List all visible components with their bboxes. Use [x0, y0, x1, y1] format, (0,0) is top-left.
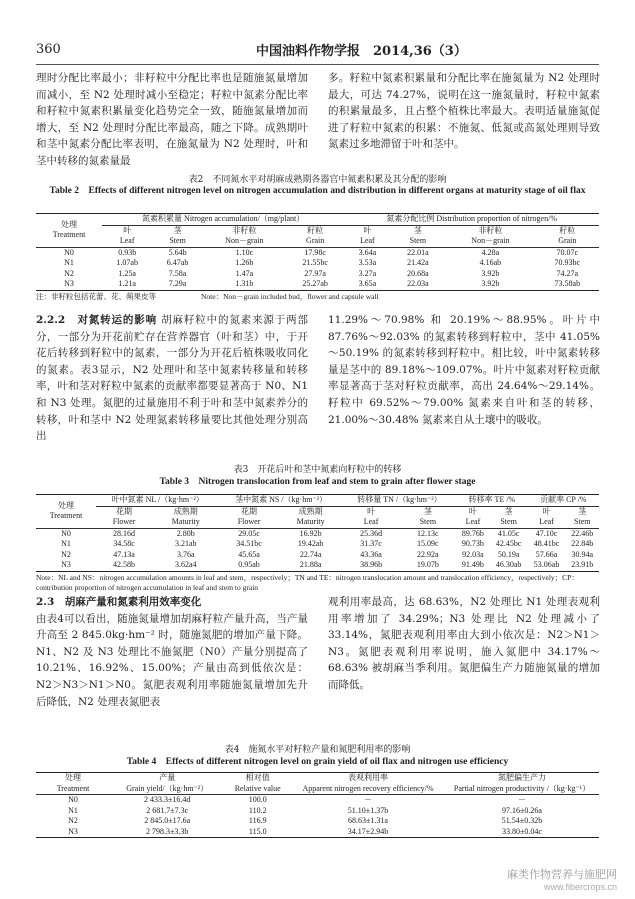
table3-cell: 21.88a: [299, 560, 322, 569]
table4-cell: 34.17±2.94b: [347, 826, 389, 836]
table2-sub: 叶: [363, 225, 372, 235]
table2-cell: 1.25a: [118, 268, 136, 278]
table2-sub-en: Grain: [558, 236, 577, 245]
table2-cell: 70.93bc: [554, 258, 581, 267]
table3-sub-en: Leaf: [539, 517, 554, 526]
table4-cell: －: [364, 795, 372, 804]
table2-cell: 70.07c: [556, 247, 579, 257]
table3-group-head: 转移量 TN /（kg·hm⁻²）: [343, 495, 457, 507]
table4-head: 表观利用率: [348, 773, 388, 782]
table3-group-head: 茎中氮素 NS /（kg·hm⁻²）: [219, 495, 342, 507]
table4-head-en: Relative value: [234, 783, 281, 793]
table2-row-label: N2: [64, 268, 74, 278]
table3-row-label: N2: [61, 549, 71, 559]
table4: [36, 772, 599, 838]
table4-head: 氮肥偏生产力: [498, 773, 546, 782]
table4-cell: 51.10±1.37b: [347, 805, 389, 815]
paragraph-text: 由表4可以看出，随施氮量增加胡麻籽粒产量升高，当产量升高至 2 845.0kg·hm⁻² 时，随施氮肥的增加产量下降。N1、N2 及 N3 处理比不施氮肥（N0）产量分别提高了 10.21%、16.92%、15.00%；产量由高到低依次是：N2＞N3＞N1＞N0。氮肥表观利用率随施氮量增加先升后降低，N2 处理表氮肥表: [36, 612, 308, 708]
table2-cell: 1.10c: [235, 247, 254, 257]
table2-dist-head: 氮素分配比例 Distribution proportion of nitrogen/%: [344, 214, 599, 226]
table3-sub-en: Leaf: [465, 517, 481, 526]
table2-sub-en: Stem: [409, 236, 427, 245]
table2-cell: 22.03a: [407, 279, 429, 288]
table2-cell: 7.29a: [168, 279, 187, 288]
table2-sub-en: Non－grain: [471, 236, 510, 245]
table2-cell: 22.01a: [407, 247, 429, 257]
table2-row-label: N3: [64, 279, 74, 288]
table2-cell: 1.21a: [118, 279, 136, 288]
table3-row: [36, 560, 599, 571]
table4-row-label: N3: [68, 826, 78, 836]
section-heading-2-3: 2.3 胡麻产量和氮素利用效率变化: [36, 596, 202, 608]
table4-cell: －: [518, 795, 526, 804]
table4-title-en: Table 4 Effects of different nitrogen level on grain yield of oil flax and nitrogen use efficiency: [126, 757, 509, 767]
table2-cell: 73.58ab: [554, 279, 581, 288]
table3-row: [36, 550, 599, 561]
paragraph-col1-2: [36, 312, 308, 445]
table2-row: [36, 247, 599, 258]
table3-cell: 90.73b: [461, 539, 484, 548]
table4-row: [36, 795, 599, 806]
table3-sub: 叶: [468, 506, 477, 516]
table3-title-cn: 表3 开花后叶和茎中氮素向籽粒中的转移: [233, 465, 402, 475]
table2-cell: 17.98c: [304, 247, 326, 257]
table3-cell: 2.80b: [176, 528, 195, 538]
page-number: 360: [36, 42, 61, 57]
journal-title: 中国油料作物学报 2014,36（3）: [256, 44, 467, 59]
table3-row: [36, 539, 599, 550]
table2-cell: 21.55bc: [302, 258, 328, 267]
table2-cell: 21.42a: [407, 258, 429, 267]
table3-sub: 叶: [367, 506, 376, 516]
table3-cell: 25.36d: [360, 528, 383, 538]
table4-cell: 2 681.7±7.3c: [146, 805, 189, 815]
table4-head-en: Partial nitrogen productivity /（kg·kg⁻¹）: [453, 783, 591, 793]
table2-cell: 4.28a: [481, 247, 500, 257]
table3-cell: 22.46b: [571, 528, 594, 538]
watermark-url: www.fibercrops.cn: [543, 882, 617, 892]
table3-cell: 15.09c: [417, 539, 439, 548]
table3-title-en: Table 3 Nitrogen translocation from leaf and stem to grain after flower stage: [159, 477, 476, 487]
table3-cell: 19.42ab: [297, 539, 324, 548]
table2-row: [36, 279, 599, 290]
table2-row: [36, 269, 599, 280]
table3-cell: 42.45bc: [495, 539, 522, 548]
table2-cell: 1.31b: [235, 279, 254, 288]
paragraph-col1-3: [36, 594, 308, 710]
table3-cell: 41.05c: [497, 528, 520, 538]
table2-sub: 籽粒: [307, 225, 324, 235]
paragraph-col2-1: 多。籽粒中氮素积累量和分配比率在施氮量为 N2 处理时最大，可达 74.27%，说明在这一施氮量时，籽粒中氮素的积累量最多，且占整个植株比率最大。表明适量施氮促进了籽粒中氮素的积累：不施氮、低氮或高氮处理则导致氮素过多地滞留于叶和茎中。: [328, 72, 600, 151]
table2-cell: 5.64b: [168, 247, 187, 257]
table2-sub-en: Leaf: [360, 236, 375, 245]
table4-cell: 2 798.3±3.3b: [146, 826, 189, 836]
table3-sub: 叶: [542, 506, 551, 516]
table3-row-label: N1: [61, 539, 71, 548]
table4-row: [36, 806, 599, 817]
table2-treatment-head: 处理 Treatment: [52, 219, 86, 240]
table2-cell: 6.47ab: [166, 258, 189, 267]
table2-cell: 20.68a: [407, 268, 429, 278]
table2-sub: 茎: [413, 225, 422, 235]
table4-row: [36, 827, 599, 838]
table2-row-label: N0: [64, 247, 74, 257]
table2-cell: 3.65a: [358, 279, 377, 288]
table3-sub-en: Stem: [574, 517, 591, 526]
table4-row-label: N1: [68, 805, 78, 815]
table4-row-label: N2: [68, 816, 78, 825]
table2-cell: 3.64a: [358, 247, 377, 257]
table3-cell: 53.06ab: [533, 560, 560, 569]
table3-cell: 34.51bc: [236, 539, 262, 548]
table4-cell: 2 433.3±16.4d: [144, 795, 191, 804]
table4-cell: 33.80±0.04c: [502, 826, 542, 836]
table2-row: [36, 258, 599, 269]
table2-cell: 1.07ab: [116, 258, 138, 267]
section-heading-2-2-2: 2.2.2 对氮转运的影响: [36, 314, 157, 326]
table3-cell: 12.13c: [417, 528, 439, 538]
table3-sub: 茎: [578, 506, 587, 516]
table2-sub: 茎: [173, 225, 182, 235]
table2-acc-head: 氮素积累量 Nitrogen accumulation/（mg/plant）: [102, 214, 344, 226]
paragraph-col2-3: 观利用率最高，达 68.63%，N2 处理比 N1 处理表观利用率增加了 34.29%；N3 处理比 N2 处理减小了 33.14%，氮肥表观利用率由大到小依次是：N2＞N1＞N3。氮肥表观利用率说明，施入氮肥中 34.17%～68.63% 被胡麻当季利用。氮肥偏生产力随施氮量的增加而降低。: [328, 596, 600, 691]
table3-cell: 19.07b: [416, 560, 439, 569]
table3-treatment-head: 处理 Treatment: [49, 500, 83, 521]
table3-row: [36, 528, 599, 539]
table2-cell: 1.26b: [235, 258, 254, 267]
table3-cell: 22.84b: [571, 539, 594, 548]
table3-cell: 50.19a: [497, 549, 520, 559]
table3-cell: 22.92a: [417, 549, 439, 559]
table2-sub: 非籽粒: [478, 225, 503, 235]
table4-head: 处理: [65, 773, 81, 782]
table2-cell: 0.93b: [118, 247, 137, 257]
table4-cell: 51.54±0.32b: [501, 816, 543, 825]
table3-sub-en: Flower: [112, 517, 136, 526]
table4-cell: 115.0: [248, 826, 267, 836]
table2-cell: 3.92b: [481, 268, 500, 278]
table2-sub-en: Stem: [169, 236, 186, 245]
table4-row-label: N0: [68, 795, 78, 804]
table3: [36, 494, 599, 593]
table2-cell: 3.27a: [358, 268, 377, 278]
table2-cell: 25.27ab: [302, 279, 328, 288]
table3-note: Note：NL and NS：nitrogen accumulation amounts in leaf and stem，respectively；TN and TE：nitrogen translocation amount and translocation efficiency，respectively；CP：contribution proportion of nitrogen accumulation in leaf and stem to grain: [36, 572, 579, 592]
table3-cell: 22.74a: [299, 549, 322, 559]
table3-sub-en: Leaf: [363, 517, 379, 526]
table2-sub: 非籽粒: [232, 225, 257, 235]
table3-cell: 46.30ab: [495, 560, 522, 569]
table4-cell: 2 845.0±17.6a: [144, 816, 191, 825]
table3-cell: 3.76a: [176, 549, 195, 559]
table4-cell: 68.63±1.31a: [348, 816, 388, 825]
paragraph-text: 胡麻籽粒中的氮素来源于两部分，一部分为开花前贮存在营养器官（叶和茎）中，于开花后转移到籽粒中的氮素，一部分为开花后植株吸收同化的氮素。表3显示，N2 处理叶和茎中氮素转移量和转移率，叶和茎对籽粒中氮素的贡献率都要显著高于 N0、N1 和 N3 处理。氮肥的过量施用不利于叶和茎中氮素养分的转移，叶和茎中 N2 处理氮素转移量要比其他处理分别高出: [36, 314, 309, 443]
table3-sub: 花期: [116, 506, 133, 516]
table3-cell: 38.96b: [360, 560, 383, 569]
table3-cell: 91.49b: [461, 560, 484, 569]
table3-cell: 3.21ab: [174, 539, 197, 548]
table2: [36, 213, 599, 302]
table4-title-cn: 表4 施氮水平对籽粒产量和氮肥利用率的影响: [224, 745, 411, 755]
paragraph-col2-2: 11.29%～70.98% 和 20.19%～88.95%。叶片中 87.76%～92.03% 的氮素转移到籽粒中，茎中 41.05%～50.19% 的氮素转移到籽粒中。相比较，叶中氮素转移量是茎中的 89.18%～109.07%。叶片中氮素对籽粒贡献率显著高于茎对籽粒贡献率，高出 24.64%～29.14%。籽粒中 69.52%～79.00% 氮素来自叶和茎的转移，21.00%～30.48% 氮素来自从土壤中的吸收。: [328, 314, 600, 426]
table3-sub: 花期: [241, 506, 258, 516]
table3-sub: 成熟期: [298, 506, 323, 516]
table3-sub-en: Stem: [500, 517, 517, 526]
table3-cell: 16.92b: [299, 528, 322, 538]
table2-cell: 74.27a: [556, 268, 579, 278]
watermark-cn: 麻类作物营养与施肥网: [507, 868, 617, 881]
table3-group-head: 叶中氮素 NL /（kg·hm⁻²）: [96, 495, 219, 507]
paragraph-col1-1: 理时分配比率最小；非籽粒中分配比率也是随施氮量增加而减小，至 N2 处理时减小至稳定；籽粒中氮素分配比率和籽粒中氮素积累量变化趋势完全一致，随施氮量增加而增大，至 N2 处理时分配比率最高，随之下降。成熟期叶和茎中氮素分配比率表明，在施氮量为 N2 处理时，叶和茎中转移的氮素量最: [36, 72, 308, 167]
table4-head: 相对值: [245, 773, 270, 782]
table2-cell: 7.58a: [168, 268, 187, 278]
table3-cell: 92.03a: [462, 549, 484, 559]
table4-cell: 116.9: [248, 816, 267, 825]
table3-cell: 31.37c: [360, 539, 382, 548]
table3-cell: 23.91b: [571, 560, 594, 569]
table3-cell: 47.13a: [113, 549, 135, 559]
table3-cell: 48.41bc: [533, 539, 560, 548]
table3-cell: 29.05c: [238, 528, 260, 538]
table3-group-head: 转移率 TE /%: [456, 495, 527, 507]
table2-cell: 4.16ab: [479, 258, 502, 267]
table2-cell: 3.92b: [481, 279, 500, 288]
table3-cell: 0.95ab: [238, 560, 260, 569]
table4-cell: 100.0: [248, 795, 267, 804]
table4-head-en: Treatment: [56, 783, 90, 793]
table4-head: 产量: [159, 773, 176, 782]
table3-sub-en: Maturity: [171, 517, 200, 526]
table3-sub-en: Flower: [237, 517, 261, 526]
table3-cell: 45.65a: [238, 549, 260, 559]
table2-note: 注：非籽粒包括花蕾、花、蒴果皮等 Note：Non－grain included bud，flower and capsule wall: [36, 291, 379, 301]
table3-cell: 30.94a: [571, 549, 594, 559]
table3-sub: 成熟期: [173, 506, 198, 516]
table3-cell: 47.10c: [535, 528, 558, 538]
table4-head-en: Apparent nitrogen recovery efficiency/%: [302, 783, 434, 793]
table3-cell: 43.36a: [360, 549, 382, 559]
table2-sub: 籽粒: [559, 225, 576, 235]
table3-cell: 89.76b: [461, 528, 484, 538]
table3-cell: 28.16d: [113, 528, 136, 538]
table3-sub-en: Stem: [419, 517, 437, 526]
table2-sub: 叶: [123, 225, 132, 235]
table4-row: [36, 816, 599, 827]
table4-cell: 110.2: [248, 805, 267, 815]
page-header: [36, 38, 599, 65]
table2-sub-en: Leaf: [119, 236, 135, 245]
table3-cell: 57.66a: [535, 549, 558, 559]
table3-cell: 3.62a4: [174, 560, 197, 569]
table3-sub-en: Maturity: [296, 517, 325, 526]
table2-title-cn: 表2 不同氮水平对胡麻成熟期各器官中氮素积累及其分配的影响: [188, 175, 447, 185]
table3-sub: 茎: [423, 506, 432, 516]
table4-head-en: Grain yield/（kg·hm⁻²）: [126, 783, 209, 793]
table2-title-en: Table 2 Effects of different nitrogen level on nitrogen accumulation and distribution in different organs at maturity stage of oil flax: [49, 186, 586, 196]
table3-sub: 茎: [504, 506, 513, 516]
table3-cell: 42.58b: [113, 560, 136, 569]
table3-row-label: N0: [61, 528, 71, 538]
table2-row-label: N1: [64, 258, 74, 267]
table2-cell: 3.53a: [358, 258, 377, 267]
table2-cell: 27.97a: [304, 268, 326, 278]
table2-sub-en: Grain: [306, 236, 325, 245]
table3-cell: 34.58c: [113, 539, 135, 548]
table4-cell: 97.16±0.26a: [502, 805, 542, 815]
table2-sub-en: Non－grain: [225, 236, 264, 245]
table3-group-head: 贡献率 CP /%: [528, 495, 599, 507]
table3-row-label: N3: [61, 560, 71, 569]
table2-cell: 1.47a: [235, 268, 254, 278]
